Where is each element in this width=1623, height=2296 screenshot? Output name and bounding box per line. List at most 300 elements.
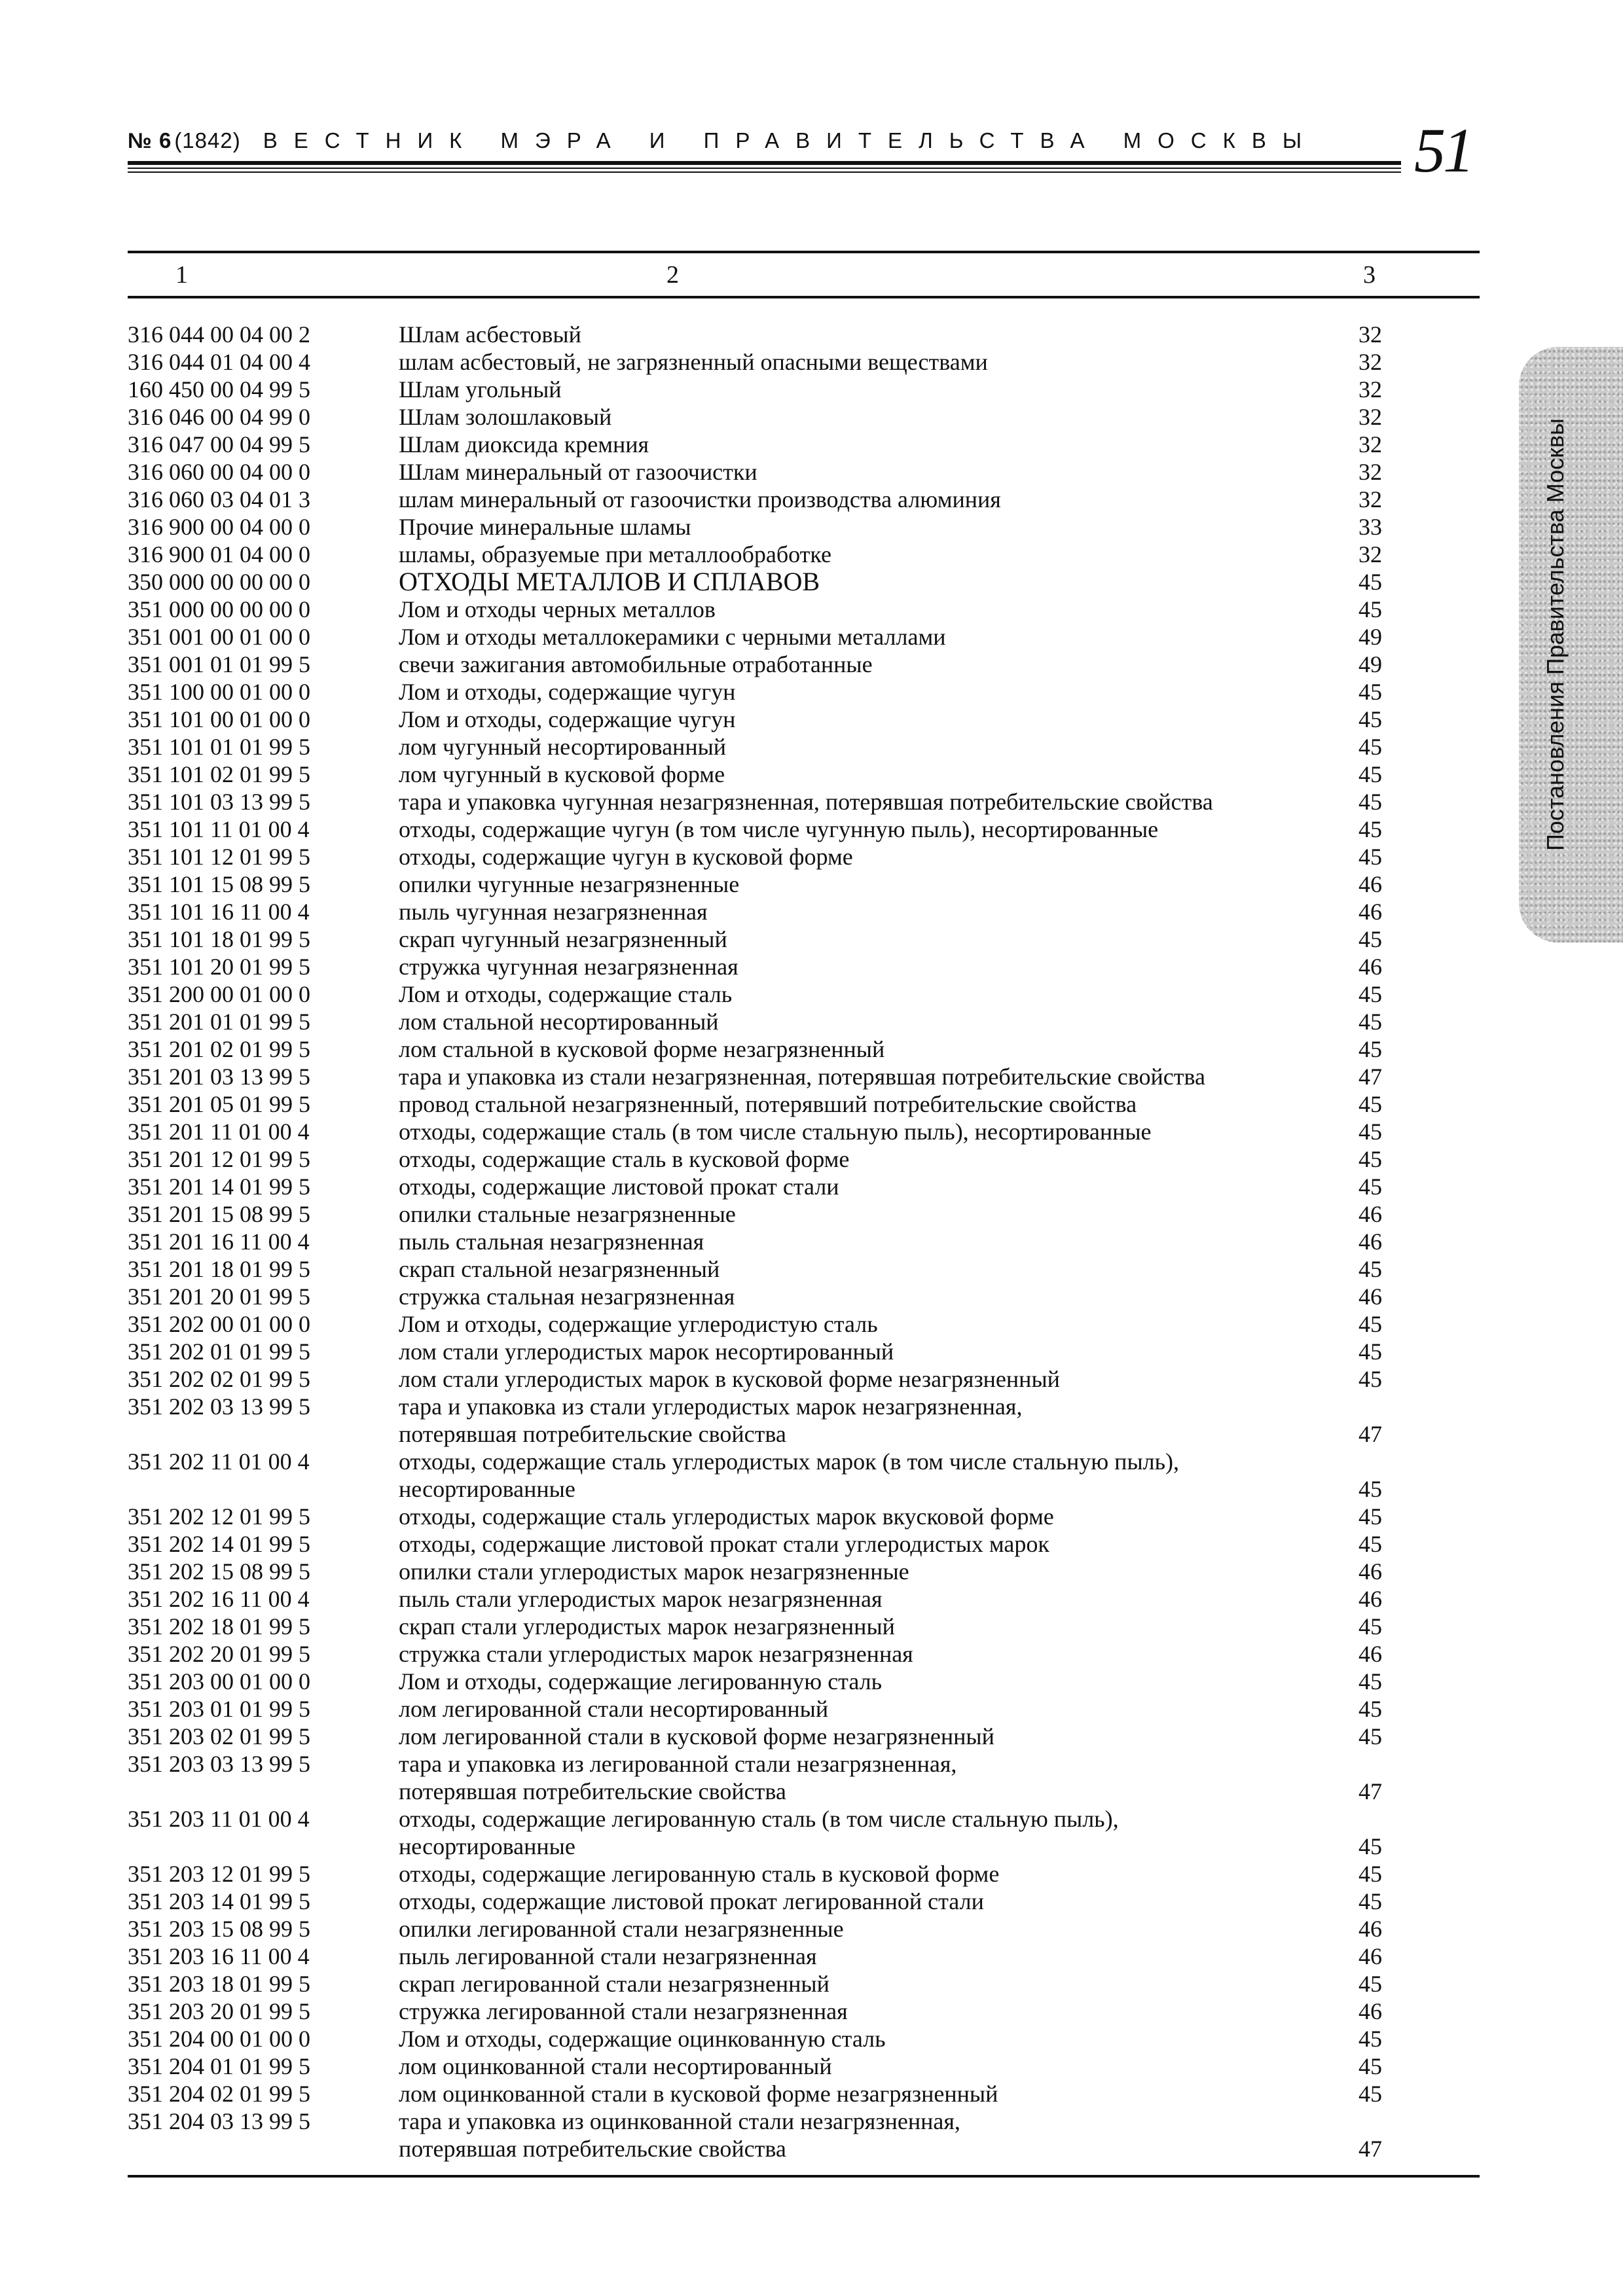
waste-name xyxy=(399,706,1459,733)
waste-code: 316 900 01 04 00 0 xyxy=(128,541,310,567)
waste-name-line: отходы, содержащие чугун в кусковой форме xyxy=(399,844,853,870)
table-row xyxy=(128,1750,1480,1805)
waste-name-line: отходы, содержащие легированную сталь в кусковой форме xyxy=(399,1861,1000,1887)
waste-name-line: стружка легированной стали незагрязненная xyxy=(399,1998,848,2024)
table-row xyxy=(128,1723,1480,1750)
waste-name xyxy=(399,596,1459,623)
table-row xyxy=(128,816,1480,843)
table-row xyxy=(128,431,1480,458)
group-number: 46 xyxy=(1359,1229,1382,1255)
waste-name-line: опилки стали углеродистых марок незагрязненные xyxy=(399,1558,909,1585)
table-row xyxy=(128,1063,1480,1090)
group-number: 45 xyxy=(1359,789,1382,815)
waste-name-line: Шлам золошлаковый xyxy=(399,404,612,430)
waste-name xyxy=(399,513,1459,541)
waste-name xyxy=(399,1365,1459,1393)
table-row xyxy=(128,1448,1480,1503)
waste-name-line: скрап чугунный незагрязненный xyxy=(399,926,727,952)
table-row xyxy=(128,2025,1480,2053)
waste-code: 351 204 03 13 99 5 xyxy=(128,2108,310,2134)
waste-name-line: потерявшая потребительские свойства xyxy=(399,2136,786,2162)
waste-name xyxy=(399,623,1459,651)
waste-name-line: Шлам минеральный от газоочистки xyxy=(399,459,757,485)
waste-name-line: скрап легированной стали незагрязненный xyxy=(399,1971,830,1997)
waste-name xyxy=(399,1998,1459,2025)
table-row xyxy=(128,568,1480,596)
waste-code: 351 101 15 08 99 5 xyxy=(128,871,310,897)
waste-code: 316 900 00 04 00 0 xyxy=(128,514,310,540)
group-number: 46 xyxy=(1359,1998,1382,2024)
table-row xyxy=(128,870,1480,898)
group-number: 32 xyxy=(1359,349,1382,375)
table-bottom-rule xyxy=(128,2175,1480,2178)
waste-name xyxy=(399,1695,1459,1723)
table-row xyxy=(128,1530,1480,1558)
group-number: 45 xyxy=(1359,1119,1382,1145)
waste-code: 351 204 01 01 99 5 xyxy=(128,2053,310,2079)
waste-name-line: Лом и отходы, содержащие легированную сталь xyxy=(399,1668,883,1695)
waste-name-line: Шлам асбестовый xyxy=(399,321,581,348)
waste-name-line: лом оцинкованной стали несортированный xyxy=(399,2053,832,2079)
waste-name xyxy=(399,1448,1459,1503)
waste-name xyxy=(399,2025,1459,2053)
header-rule-thin xyxy=(128,168,1401,169)
group-number: 45 xyxy=(1359,734,1382,760)
group-number: 32 xyxy=(1359,459,1382,485)
group-number: 45 xyxy=(1359,1256,1382,1282)
group-number: 47 xyxy=(1359,1421,1382,1447)
waste-code: 351 203 18 01 99 5 xyxy=(128,1971,310,1997)
table-row xyxy=(128,1888,1480,1915)
waste-code: 351 101 16 11 00 4 xyxy=(128,899,310,925)
table-row xyxy=(128,403,1480,431)
table-row xyxy=(128,1558,1480,1585)
group-number: 45 xyxy=(1359,1091,1382,1117)
waste-name xyxy=(399,1613,1459,1640)
group-number: 45 xyxy=(1359,1833,1382,1859)
table-top-rule xyxy=(128,251,1480,253)
table-row xyxy=(128,706,1480,733)
waste-code: 351 101 11 01 00 4 xyxy=(128,816,310,842)
waste-code: 160 450 00 04 99 5 xyxy=(128,376,310,403)
waste-name xyxy=(399,733,1459,761)
waste-name-line: лом стали углеродистых марок несортированный xyxy=(399,1338,894,1365)
waste-name-line: отходы, содержащие листовой прокат стали углеродистых марок xyxy=(399,1531,1049,1557)
group-number: 45 xyxy=(1359,1338,1382,1365)
group-number: 45 xyxy=(1359,2081,1382,2107)
waste-name xyxy=(399,1393,1459,1448)
waste-name xyxy=(399,1915,1459,1943)
waste-code: 351 203 12 01 99 5 xyxy=(128,1861,310,1887)
table-row xyxy=(128,925,1480,953)
waste-name-line: Шлам угольный xyxy=(399,376,562,403)
group-number: 45 xyxy=(1359,569,1382,595)
group-number: 45 xyxy=(1359,816,1382,842)
running-header xyxy=(128,128,1401,168)
waste-code: 351 203 16 11 00 4 xyxy=(128,1943,310,1969)
table-row xyxy=(128,1998,1480,2025)
waste-code: 351 203 01 01 99 5 xyxy=(128,1696,310,1722)
waste-name-line: тара и упаковка чугунная незагрязненная, потерявшая потребительские свойства xyxy=(399,789,1213,815)
group-number: 47 xyxy=(1359,1064,1382,1090)
group-number: 45 xyxy=(1359,926,1382,952)
waste-name xyxy=(399,898,1459,925)
waste-name xyxy=(399,1035,1459,1063)
group-number: 45 xyxy=(1359,1311,1382,1337)
waste-name-line: опилки стальные незагрязненные xyxy=(399,1201,736,1227)
table-row xyxy=(128,1393,1480,1448)
waste-name xyxy=(399,1970,1459,1998)
table-row xyxy=(128,1008,1480,1035)
waste-name xyxy=(399,1530,1459,1558)
waste-code: 351 100 00 01 00 0 xyxy=(128,679,310,705)
waste-code: 351 001 00 01 00 0 xyxy=(128,624,310,650)
waste-name xyxy=(399,1750,1459,1805)
waste-code: 351 202 11 01 00 4 xyxy=(128,1448,310,1475)
waste-name xyxy=(399,1200,1459,1228)
waste-code: 351 201 16 11 00 4 xyxy=(128,1229,310,1255)
waste-name xyxy=(399,541,1459,568)
table-row xyxy=(128,1255,1480,1283)
waste-code: 351 200 00 01 00 0 xyxy=(128,981,310,1007)
group-number: 47 xyxy=(1359,1778,1382,1804)
waste-name xyxy=(399,1805,1459,1860)
group-number: 45 xyxy=(1359,1696,1382,1722)
waste-name-line: ОТХОДЫ МЕТАЛЛОВ И СПЛАВОВ xyxy=(399,567,820,596)
waste-name xyxy=(399,1090,1459,1118)
waste-name xyxy=(399,568,1459,596)
table-row xyxy=(128,623,1480,651)
waste-name-line: провод стальной незагрязненный, потерявший потребительские свойства xyxy=(399,1091,1137,1117)
waste-name xyxy=(399,1255,1459,1283)
group-number: 45 xyxy=(1359,1036,1382,1062)
waste-name xyxy=(399,651,1459,678)
waste-code: 351 101 20 01 99 5 xyxy=(128,954,310,980)
table-row xyxy=(128,788,1480,816)
waste-name-line: Лом и отходы, содержащие сталь xyxy=(399,981,733,1007)
waste-code: 351 101 02 01 99 5 xyxy=(128,761,310,787)
group-number: 32 xyxy=(1359,431,1382,457)
table-row xyxy=(128,1228,1480,1255)
table-row xyxy=(128,678,1480,706)
waste-name xyxy=(399,1228,1459,1255)
group-number: 45 xyxy=(1359,596,1382,622)
header-rule-thin-2 xyxy=(128,171,1401,173)
header-text xyxy=(128,128,1318,153)
table-row xyxy=(128,1200,1480,1228)
group-number: 45 xyxy=(1359,1971,1382,1997)
table-row xyxy=(128,513,1480,541)
table-row xyxy=(128,1613,1480,1640)
table-row xyxy=(128,898,1480,925)
waste-name-line: пыль стали углеродистых марок незагрязненная xyxy=(399,1586,883,1612)
table-row xyxy=(128,1943,1480,1970)
group-number: 32 xyxy=(1359,404,1382,430)
waste-name-line: стружка стали углеродистых марок незагрязненная xyxy=(399,1641,913,1667)
waste-code: 351 202 12 01 99 5 xyxy=(128,1503,310,1530)
waste-code: 351 202 20 01 99 5 xyxy=(128,1641,310,1667)
waste-name-line: пыль стальная незагрязненная xyxy=(399,1229,704,1255)
waste-name-line: лом чугунный несортированный xyxy=(399,734,727,760)
table-row xyxy=(128,1035,1480,1063)
waste-name-line: отходы, содержащие листовой прокат легированной стали xyxy=(399,1888,984,1914)
group-number: 45 xyxy=(1359,2026,1382,2052)
waste-name xyxy=(399,403,1459,431)
waste-name xyxy=(399,678,1459,706)
waste-code: 351 202 03 13 99 5 xyxy=(128,1393,310,1420)
waste-code: 316 060 03 04 01 3 xyxy=(128,486,310,512)
waste-name xyxy=(399,1585,1459,1613)
group-number: 32 xyxy=(1359,376,1382,403)
waste-name-line: свечи зажигания автомобильные отработанные xyxy=(399,651,873,677)
issue-number: № 6 xyxy=(128,128,172,152)
table-row xyxy=(128,321,1480,348)
table-row xyxy=(128,1585,1480,1613)
table-row xyxy=(128,1970,1480,1998)
group-number: 32 xyxy=(1359,541,1382,567)
waste-name xyxy=(399,2108,1459,2162)
group-number: 45 xyxy=(1359,1613,1382,1640)
group-number: 45 xyxy=(1359,1476,1382,1502)
waste-code: 316 044 01 04 00 4 xyxy=(128,349,310,375)
waste-code: 351 101 00 01 00 0 xyxy=(128,706,310,732)
waste-code: 351 204 02 01 99 5 xyxy=(128,2081,310,2107)
waste-code: 351 202 14 01 99 5 xyxy=(128,1531,310,1557)
waste-name-line: Лом и отходы, содержащие углеродистую сталь xyxy=(399,1311,878,1337)
waste-code: 351 101 12 01 99 5 xyxy=(128,844,310,870)
waste-code: 351 201 20 01 99 5 xyxy=(128,1283,310,1310)
table-row xyxy=(128,348,1480,376)
waste-code: 351 101 03 13 99 5 xyxy=(128,789,310,815)
waste-name-line: потерявшая потребительские свойства xyxy=(399,1421,786,1447)
waste-name xyxy=(399,1503,1459,1530)
waste-name xyxy=(399,1943,1459,1970)
waste-name-line: отходы, содержащие сталь углеродистых марок (в том числе стальную пыль), xyxy=(399,1448,1180,1475)
waste-code: 351 201 15 08 99 5 xyxy=(128,1201,310,1227)
waste-name-line: лом чугунный в кусковой форме xyxy=(399,761,725,787)
group-number: 46 xyxy=(1359,1586,1382,1612)
waste-code: 351 201 11 01 00 4 xyxy=(128,1119,310,1145)
table-row xyxy=(128,1310,1480,1338)
group-number: 32 xyxy=(1359,321,1382,348)
table-row xyxy=(128,458,1480,486)
waste-name-line: лом стальной в кусковой форме незагрязненный xyxy=(399,1036,885,1062)
section-side-tab xyxy=(1519,347,1623,942)
waste-name-line: отходы, содержащие сталь углеродистых марок вкусковой форме xyxy=(399,1503,1054,1530)
group-number: 45 xyxy=(1359,761,1382,787)
table-row xyxy=(128,1640,1480,1668)
table-row xyxy=(128,1860,1480,1888)
group-number: 32 xyxy=(1359,486,1382,512)
group-number: 46 xyxy=(1359,1283,1382,1310)
waste-name xyxy=(399,1008,1459,1035)
waste-name-line: скрап стали углеродистых марок незагрязненный xyxy=(399,1613,895,1640)
table-row xyxy=(128,1365,1480,1393)
table-row xyxy=(128,651,1480,678)
waste-code: 351 203 11 01 00 4 xyxy=(128,1806,310,1832)
waste-name xyxy=(399,458,1459,486)
waste-name-line: шламы, образуемые при металлообработке xyxy=(399,541,831,567)
waste-name-line: отходы, содержащие сталь (в том числе стальную пыль), несортированные xyxy=(399,1119,1152,1145)
waste-code: 351 201 14 01 99 5 xyxy=(128,1174,310,1200)
magazine-title: ВЕСТНИК МЭРА И ПРАВИТЕЛЬСТВА МОСКВЫ xyxy=(263,128,1319,152)
waste-name-line: шлам минеральный от газоочистки производства алюминия xyxy=(399,486,1001,512)
waste-name xyxy=(399,1310,1459,1338)
table-row xyxy=(128,1503,1480,1530)
table-row xyxy=(128,2080,1480,2108)
waste-name-line: тара и упаковка из оцинкованной стали незагрязненная, xyxy=(399,2108,960,2134)
waste-name xyxy=(399,788,1459,816)
waste-name-line: скрап стальной незагрязненный xyxy=(399,1256,720,1282)
waste-name xyxy=(399,1640,1459,1668)
group-number: 45 xyxy=(1359,1174,1382,1200)
waste-name xyxy=(399,816,1459,843)
group-number: 45 xyxy=(1359,1366,1382,1392)
waste-name-line: опилки легированной стали незагрязненные xyxy=(399,1916,844,1942)
waste-name-line: лом легированной стали в кусковой форме незагрязненный xyxy=(399,1723,994,1749)
waste-code: 351 101 18 01 99 5 xyxy=(128,926,310,952)
group-number: 46 xyxy=(1359,899,1382,925)
waste-name-line: Лом и отходы металлокерамики с черными металлами xyxy=(399,624,946,650)
group-number: 45 xyxy=(1359,679,1382,705)
group-number: 46 xyxy=(1359,1558,1382,1585)
table-row xyxy=(128,1668,1480,1695)
waste-name-line: несортированные xyxy=(399,1476,575,1502)
waste-name xyxy=(399,1118,1459,1145)
table-row xyxy=(128,2108,1480,2162)
table-row xyxy=(128,843,1480,870)
table-row xyxy=(128,2053,1480,2080)
page-number: 51 xyxy=(1414,115,1472,185)
group-number: 45 xyxy=(1359,1668,1382,1695)
waste-name-line: отходы, содержащие чугун (в том числе чугунную пыль), несортированные xyxy=(399,816,1159,842)
waste-name-line: потерявшая потребительские свойства xyxy=(399,1778,786,1804)
waste-name-line: отходы, содержащие сталь в кусковой форме xyxy=(399,1146,850,1172)
waste-code: 351 203 03 13 99 5 xyxy=(128,1751,310,1777)
waste-code: 351 203 02 01 99 5 xyxy=(128,1723,310,1749)
waste-name-line: опилки чугунные незагрязненные xyxy=(399,871,740,897)
waste-code: 351 201 03 13 99 5 xyxy=(128,1064,310,1090)
waste-code: 351 203 14 01 99 5 xyxy=(128,1888,310,1914)
group-number: 45 xyxy=(1359,1531,1382,1557)
waste-name xyxy=(399,1888,1459,1915)
table-row xyxy=(128,541,1480,568)
waste-name xyxy=(399,925,1459,953)
waste-name-line: несортированные xyxy=(399,1833,575,1859)
column-header-2: 2 xyxy=(666,261,679,289)
group-number: 49 xyxy=(1359,651,1382,677)
waste-code: 316 047 00 04 99 5 xyxy=(128,431,310,457)
waste-name xyxy=(399,1173,1459,1200)
group-number: 47 xyxy=(1359,2136,1382,2162)
table-row xyxy=(128,761,1480,788)
group-number: 45 xyxy=(1359,981,1382,1007)
table-row xyxy=(128,733,1480,761)
waste-name xyxy=(399,376,1459,403)
waste-name-line: пыль легированной стали незагрязненная xyxy=(399,1943,817,1969)
waste-code: 351 204 00 01 00 0 xyxy=(128,2026,310,2052)
waste-name xyxy=(399,486,1459,513)
group-number: 45 xyxy=(1359,1503,1382,1530)
waste-name xyxy=(399,348,1459,376)
waste-code: 350 000 00 00 00 0 xyxy=(128,569,310,595)
waste-code: 351 202 16 11 00 4 xyxy=(128,1586,310,1612)
table-row xyxy=(128,953,1480,980)
waste-name xyxy=(399,953,1459,980)
waste-name-line: Лом и отходы, содержащие чугун xyxy=(399,706,736,732)
table-row xyxy=(128,596,1480,623)
waste-name-line: тара и упаковка из стали углеродистых марок незагрязненная, xyxy=(399,1393,1023,1420)
waste-code: 351 201 18 01 99 5 xyxy=(128,1256,310,1282)
section-side-tab-label: Постановления Правительства Москвы xyxy=(1542,418,1569,851)
waste-code: 316 044 00 04 00 2 xyxy=(128,321,310,348)
table-row xyxy=(128,1173,1480,1200)
waste-code: 351 202 18 01 99 5 xyxy=(128,1613,310,1640)
table-row xyxy=(128,1145,1480,1173)
waste-code: 351 202 15 08 99 5 xyxy=(128,1558,310,1585)
table-body xyxy=(128,321,1480,2162)
waste-name xyxy=(399,1668,1459,1695)
group-number: 45 xyxy=(1359,2053,1382,2079)
waste-name-line: лом оцинкованной стали в кусковой форме незагрязненный xyxy=(399,2081,998,2107)
group-number: 45 xyxy=(1359,844,1382,870)
waste-name xyxy=(399,2080,1459,2108)
waste-code: 351 201 01 01 99 5 xyxy=(128,1009,310,1035)
waste-code: 351 203 00 01 00 0 xyxy=(128,1668,310,1695)
waste-name-line: лом стальной несортированный xyxy=(399,1009,719,1035)
waste-code: 351 101 01 01 99 5 xyxy=(128,734,310,760)
waste-name xyxy=(399,431,1459,458)
table-row xyxy=(128,980,1480,1008)
group-number: 46 xyxy=(1359,1201,1382,1227)
waste-name-line: Лом и отходы, содержащие оцинкованную сталь xyxy=(399,2026,886,2052)
waste-name xyxy=(399,1860,1459,1888)
waste-code: 351 202 02 01 99 5 xyxy=(128,1366,310,1392)
waste-name-line: пыль чугунная незагрязненная xyxy=(399,899,708,925)
table-row xyxy=(128,1118,1480,1145)
waste-code: 351 201 02 01 99 5 xyxy=(128,1036,310,1062)
group-number: 46 xyxy=(1359,1641,1382,1667)
column-header-1: 1 xyxy=(175,261,188,289)
table-row xyxy=(128,486,1480,513)
group-number: 46 xyxy=(1359,1943,1382,1969)
waste-code: 351 201 05 01 99 5 xyxy=(128,1091,310,1117)
group-number: 46 xyxy=(1359,871,1382,897)
table-header-rule xyxy=(128,296,1480,298)
waste-name xyxy=(399,1558,1459,1585)
waste-code: 316 060 00 04 00 0 xyxy=(128,459,310,485)
waste-name-line: тара и упаковка из легированной стали незагрязненная, xyxy=(399,1751,957,1777)
waste-code: 351 000 00 00 00 0 xyxy=(128,596,310,622)
waste-name-line: тара и упаковка из стали незагрязненная, потерявшая потребительские свойства xyxy=(399,1064,1205,1090)
waste-code: 351 001 01 01 99 5 xyxy=(128,651,310,677)
waste-name xyxy=(399,870,1459,898)
table-row xyxy=(128,1090,1480,1118)
waste-code: 351 202 00 01 00 0 xyxy=(128,1311,310,1337)
table-row xyxy=(128,376,1480,403)
waste-code: 351 202 01 01 99 5 xyxy=(128,1338,310,1365)
table-row xyxy=(128,1695,1480,1723)
waste-name xyxy=(399,321,1459,348)
waste-name xyxy=(399,980,1459,1008)
waste-name xyxy=(399,1145,1459,1173)
group-number: 46 xyxy=(1359,1916,1382,1942)
waste-name-line: стружка стальная незагрязненная xyxy=(399,1283,735,1310)
waste-name-line: Прочие минеральные шламы xyxy=(399,514,691,540)
table-row xyxy=(128,1805,1480,1860)
group-number: 45 xyxy=(1359,1723,1382,1749)
group-number: 46 xyxy=(1359,954,1382,980)
